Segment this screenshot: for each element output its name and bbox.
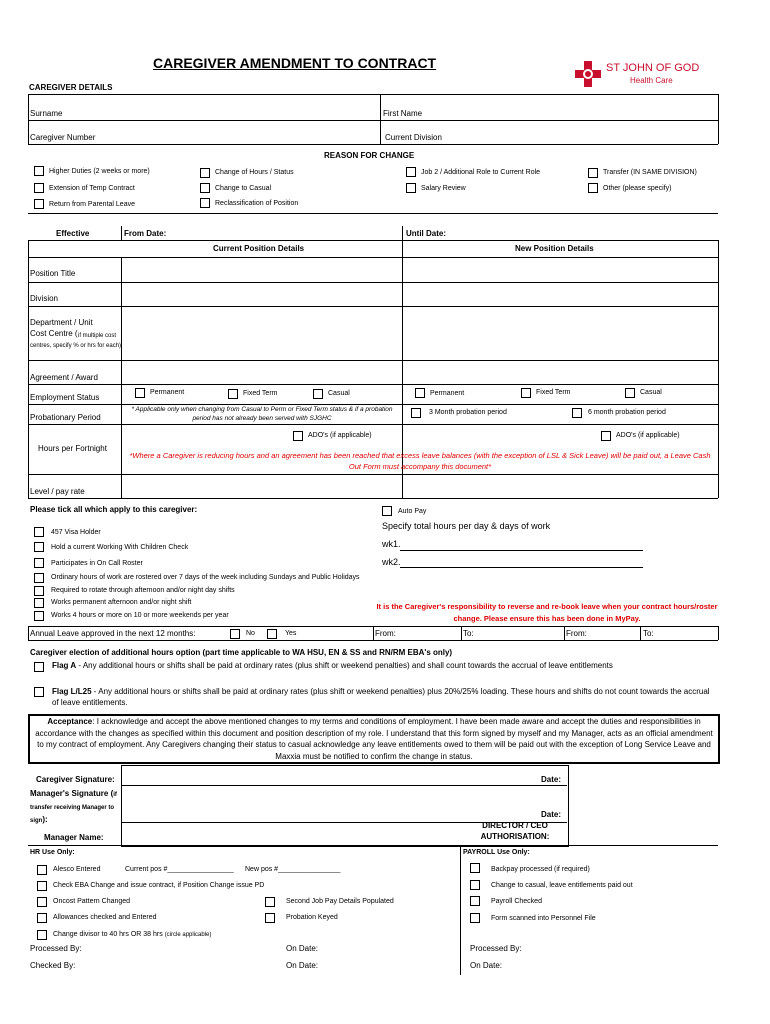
manager-signature-close: ): xyxy=(42,815,48,824)
checkbox[interactable] xyxy=(37,881,47,891)
current-division-label: Current Division xyxy=(385,133,442,142)
hr-checked-by-label: Checked By: xyxy=(30,961,76,970)
checkbox[interactable] xyxy=(588,168,598,178)
hr-processed-by-label: Processed By: xyxy=(30,944,82,953)
payroll-processed-by-label: Processed By: xyxy=(470,944,522,953)
hours-label: Hours per Fortnight xyxy=(38,444,107,453)
divisor-note: (circle applicable) xyxy=(164,932,212,938)
caregiver-signature-label: Caregiver Signature: xyxy=(36,775,115,784)
current-position-heading: Current Position Details xyxy=(213,244,305,253)
tick-item: Participates in On Call Roster xyxy=(51,560,143,567)
responsibility-note: It is the Caregiver's responsibility to reverse and re-book leave when your contract hours/roster change. Please ensure this has been done in MyPay. xyxy=(376,602,718,623)
fixed-term-option: Fixed Term xyxy=(243,390,278,397)
checkbox[interactable] xyxy=(34,527,44,537)
tick-heading: Please tick all which apply to this caregiver: xyxy=(30,505,198,514)
checkbox[interactable] xyxy=(470,896,480,906)
auto-pay-option: Auto Pay xyxy=(398,508,427,515)
new-pos-item: New pos #________________ xyxy=(245,866,341,873)
applicable-note: * Applicable only when changing from Casual to Perm or Fixed Term status & if a probation period has not already been served with SJGHC xyxy=(131,406,393,422)
checkbox[interactable] xyxy=(37,913,47,923)
checkbox[interactable] xyxy=(34,586,44,596)
payroll-item: Payroll Checked xyxy=(491,898,542,905)
logo xyxy=(574,60,700,90)
reason-heading: REASON FOR CHANGE xyxy=(324,151,415,160)
checkbox[interactable] xyxy=(34,573,44,583)
checkbox[interactable] xyxy=(34,687,44,697)
reason-option: Extension of Temp Contract xyxy=(49,185,135,192)
reason-option: Return from Parental Leave xyxy=(49,201,135,208)
payroll-on-date-label: On Date: xyxy=(470,961,503,970)
reason-option: Higher Duties (2 weeks or more) xyxy=(49,168,150,175)
fixed-term-option: Fixed Term xyxy=(536,389,571,396)
checkbox[interactable] xyxy=(34,542,44,552)
checkbox[interactable] xyxy=(34,166,44,176)
checkbox[interactable] xyxy=(34,199,44,209)
flag-a-label: Flag A xyxy=(52,661,77,670)
payroll-item: Backpay processed (if required) xyxy=(491,866,590,873)
casual-option: Casual xyxy=(328,390,350,397)
surname-label: Surname xyxy=(30,109,63,118)
employment-status-label: Employment Status xyxy=(30,393,100,402)
checkbox[interactable] xyxy=(470,913,480,923)
flag-l-description: - Any additional hours or shifts shall be paid at ordinary rates (plus shift or weekend penalties) plus 20%/25% loading. These hours and shifts do not count towards the accrual of leave entitlements. xyxy=(52,687,710,707)
allowances-item: Allowances checked and Entered xyxy=(53,914,157,921)
checkbox[interactable] xyxy=(37,865,47,875)
tick-item: Works permanent afternoon and/or night shift xyxy=(51,599,192,606)
checkbox[interactable] xyxy=(34,611,44,621)
logo-name: ST JOHN OF GOD xyxy=(606,62,700,74)
first-name-label: First Name xyxy=(383,109,423,118)
divisor-text: Change divisor to 40 hrs OR 38 hrs xyxy=(53,931,163,938)
reason-option: Change of Hours / Status xyxy=(215,169,294,176)
manager-signature-label xyxy=(30,788,122,827)
wk1-label: wk1. xyxy=(382,539,401,549)
alesco-item: Alesco Entered xyxy=(53,866,101,873)
hr-heading: HR Use Only: xyxy=(30,849,75,856)
reason-option: Job 2 / Additional Role to Current Role xyxy=(421,169,541,176)
checkbox[interactable] xyxy=(415,388,425,398)
leave-from-label-2: From: xyxy=(566,629,587,638)
wk1-line[interactable] xyxy=(400,550,643,551)
effective-label: Effective xyxy=(56,229,90,238)
cost-centre-text: Cost Centre ( xyxy=(30,329,78,338)
tick-item: Ordinary hours of work are rostered over 7 days of the week including Sundays and Public Holidays xyxy=(51,574,360,581)
flag-a-description: - Any additional hours or shifts shall be paid at ordinary rates (plus shift or weekend penalties) and shall count towards the accrual of leave entitlements xyxy=(76,661,613,670)
reason-option: Reclassification of Position xyxy=(215,200,299,207)
acceptance-body: : I acknowledge and accept the above mentioned changes to my terms and conditions of employment. I have been made aware and accept the duties and responsibilities in accordance with the changes as specified within this document and position description of my role. I understand that this form signed by myself and my Manager, acts as an official amendment to my contract of employment. Any Caregivers changing their status to casual acknowledge any leave entitlements owed to them will be paid out with the exception of Long Service Leave and Maxxia must be notified to confirm the change in status. xyxy=(35,717,713,761)
ados-option: ADO's (if applicable) xyxy=(616,432,680,439)
checkbox[interactable] xyxy=(406,183,416,193)
checkbox[interactable] xyxy=(588,183,598,193)
checkbox[interactable] xyxy=(200,168,210,178)
checkbox[interactable] xyxy=(34,662,44,672)
checkbox[interactable] xyxy=(406,167,416,177)
checkbox[interactable] xyxy=(34,558,44,568)
election-heading: Caregiver election of additional hours option (part time applicable to WA HSU, EN & SS and RN/RM EBA's only) xyxy=(30,648,453,657)
payroll-heading: PAYROLL Use Only: xyxy=(463,849,530,856)
wk2-line[interactable] xyxy=(400,567,643,568)
hr-on-date-label: On Date: xyxy=(286,944,319,953)
checkbox[interactable] xyxy=(34,183,44,193)
wk2-label: wk2. xyxy=(382,557,401,567)
tick-item: Required to rotate through afternoon and/or night day shifts xyxy=(51,587,235,594)
acceptance-label: Acceptance xyxy=(47,717,93,726)
cost-centre-note: if multiple cost centres, specify % or hrs for each) xyxy=(30,333,122,349)
permanent-option: Permanent xyxy=(430,390,465,397)
date-label: Date: xyxy=(541,810,562,819)
checkbox[interactable] xyxy=(625,388,635,398)
award-label: Agreement / Award xyxy=(30,373,98,382)
current-pos-item: Current pos #_________________ xyxy=(125,866,234,873)
manager-name-label: Manager Name: xyxy=(44,833,104,842)
probationary-label: Probationary Period xyxy=(30,413,101,422)
permanent-option: Permanent xyxy=(150,389,185,396)
check-eba-item: Check EBA Change and issue contract, if Position Change issue PD xyxy=(53,882,265,889)
checkbox[interactable] xyxy=(313,389,323,399)
six-month-option: 6 month probation period xyxy=(588,409,666,416)
divisor-item xyxy=(53,931,211,938)
checkbox[interactable] xyxy=(470,880,480,890)
checkbox[interactable] xyxy=(34,598,44,608)
caregiver-number-label: Caregiver Number xyxy=(30,133,96,142)
checkbox[interactable] xyxy=(265,897,275,907)
hr-on-date-label-2: On Date: xyxy=(286,961,319,970)
from-date-label: From Date: xyxy=(124,229,167,238)
reason-option: Transfer (IN SAME DIVISION) xyxy=(603,169,697,176)
form-title: CAREGIVER AMENDMENT TO CONTRACT xyxy=(153,55,437,71)
probation-keyed-item: Probation Keyed xyxy=(286,914,338,921)
level-label: Level / pay rate xyxy=(30,487,85,496)
checkbox[interactable] xyxy=(37,930,47,940)
checkbox[interactable] xyxy=(470,863,480,873)
annual-leave-label: Annual Leave approved in the next 12 months: xyxy=(30,629,196,638)
reason-option: Change to Casual xyxy=(215,185,272,192)
checkbox[interactable] xyxy=(521,388,531,398)
department-label: Department / Unit xyxy=(30,318,93,327)
checkbox[interactable] xyxy=(200,198,210,208)
checkbox[interactable] xyxy=(382,506,392,516)
manager-signature-note: if transfer receiving Manager to sign xyxy=(30,792,117,824)
flag-a-text xyxy=(52,661,613,670)
manager-signature-text: Manager's Signature ( xyxy=(30,789,114,798)
logo-subtitle: Health Care xyxy=(630,76,673,85)
checkbox[interactable] xyxy=(293,431,303,441)
checkbox[interactable] xyxy=(200,183,210,193)
leave-to-label: To: xyxy=(463,629,474,638)
cross-logo-icon xyxy=(574,60,602,88)
acceptance-text xyxy=(32,716,716,762)
date-label: Date: xyxy=(541,775,562,784)
casual-option: Casual xyxy=(640,389,662,396)
position-title-label: Position Title xyxy=(30,269,76,278)
yes-option: Yes xyxy=(285,630,297,637)
reason-option: Salary Review xyxy=(421,185,466,192)
checkbox[interactable] xyxy=(267,629,277,639)
reducing-hours-note: *Where a Caregiver is reducing hours and an agreement has been reached that excess leave balances (with the exception of LSL & Sick Leave) will be paid out, a Leave Cash Out Form must accompany this document* xyxy=(129,451,711,471)
ados-option: ADO's (if applicable) xyxy=(308,432,372,439)
three-month-option: 3 Month probation period xyxy=(429,409,507,416)
until-date-label: Until Date: xyxy=(406,229,446,238)
division-label: Division xyxy=(30,294,59,303)
payroll-item: Change to casual, leave entitlements paid out xyxy=(491,882,633,889)
leave-from-label: From: xyxy=(375,629,396,638)
director-authorisation-label: DIRECTOR / CEO AUTHORISATION: xyxy=(480,821,550,841)
tick-item: 457 Visa Holder xyxy=(51,529,101,536)
flag-l-label: Flag L/L25 xyxy=(52,687,92,696)
tick-item: Hold a current Working With Children Check xyxy=(51,544,189,551)
specify-hours-label: Specify total hours per day & days of work xyxy=(382,521,551,531)
payroll-item: Form scanned into Personnel File xyxy=(491,915,596,922)
caregiver-details-heading: CAREGIVER DETAILS xyxy=(29,83,113,92)
checkbox[interactable] xyxy=(228,389,238,399)
checkbox[interactable] xyxy=(601,431,611,441)
flag-l-text xyxy=(52,686,712,708)
checkbox[interactable] xyxy=(135,388,145,398)
tick-item: Works 4 hours or more on 10 or more weekends per year xyxy=(51,612,229,619)
no-option: No xyxy=(246,630,255,637)
new-position-heading: New Position Details xyxy=(515,244,594,253)
checkbox[interactable] xyxy=(265,913,275,923)
oncost-item: Oncost Pattern Changed xyxy=(53,898,131,905)
checkbox[interactable] xyxy=(411,408,421,418)
leave-to-label-2: To: xyxy=(643,629,654,638)
checkbox[interactable] xyxy=(37,897,47,907)
second-job-item: Second Job Pay Details Populated xyxy=(286,898,394,905)
reason-option: Other (please specify) xyxy=(603,185,672,192)
checkbox[interactable] xyxy=(572,408,582,418)
checkbox[interactable] xyxy=(230,629,240,639)
